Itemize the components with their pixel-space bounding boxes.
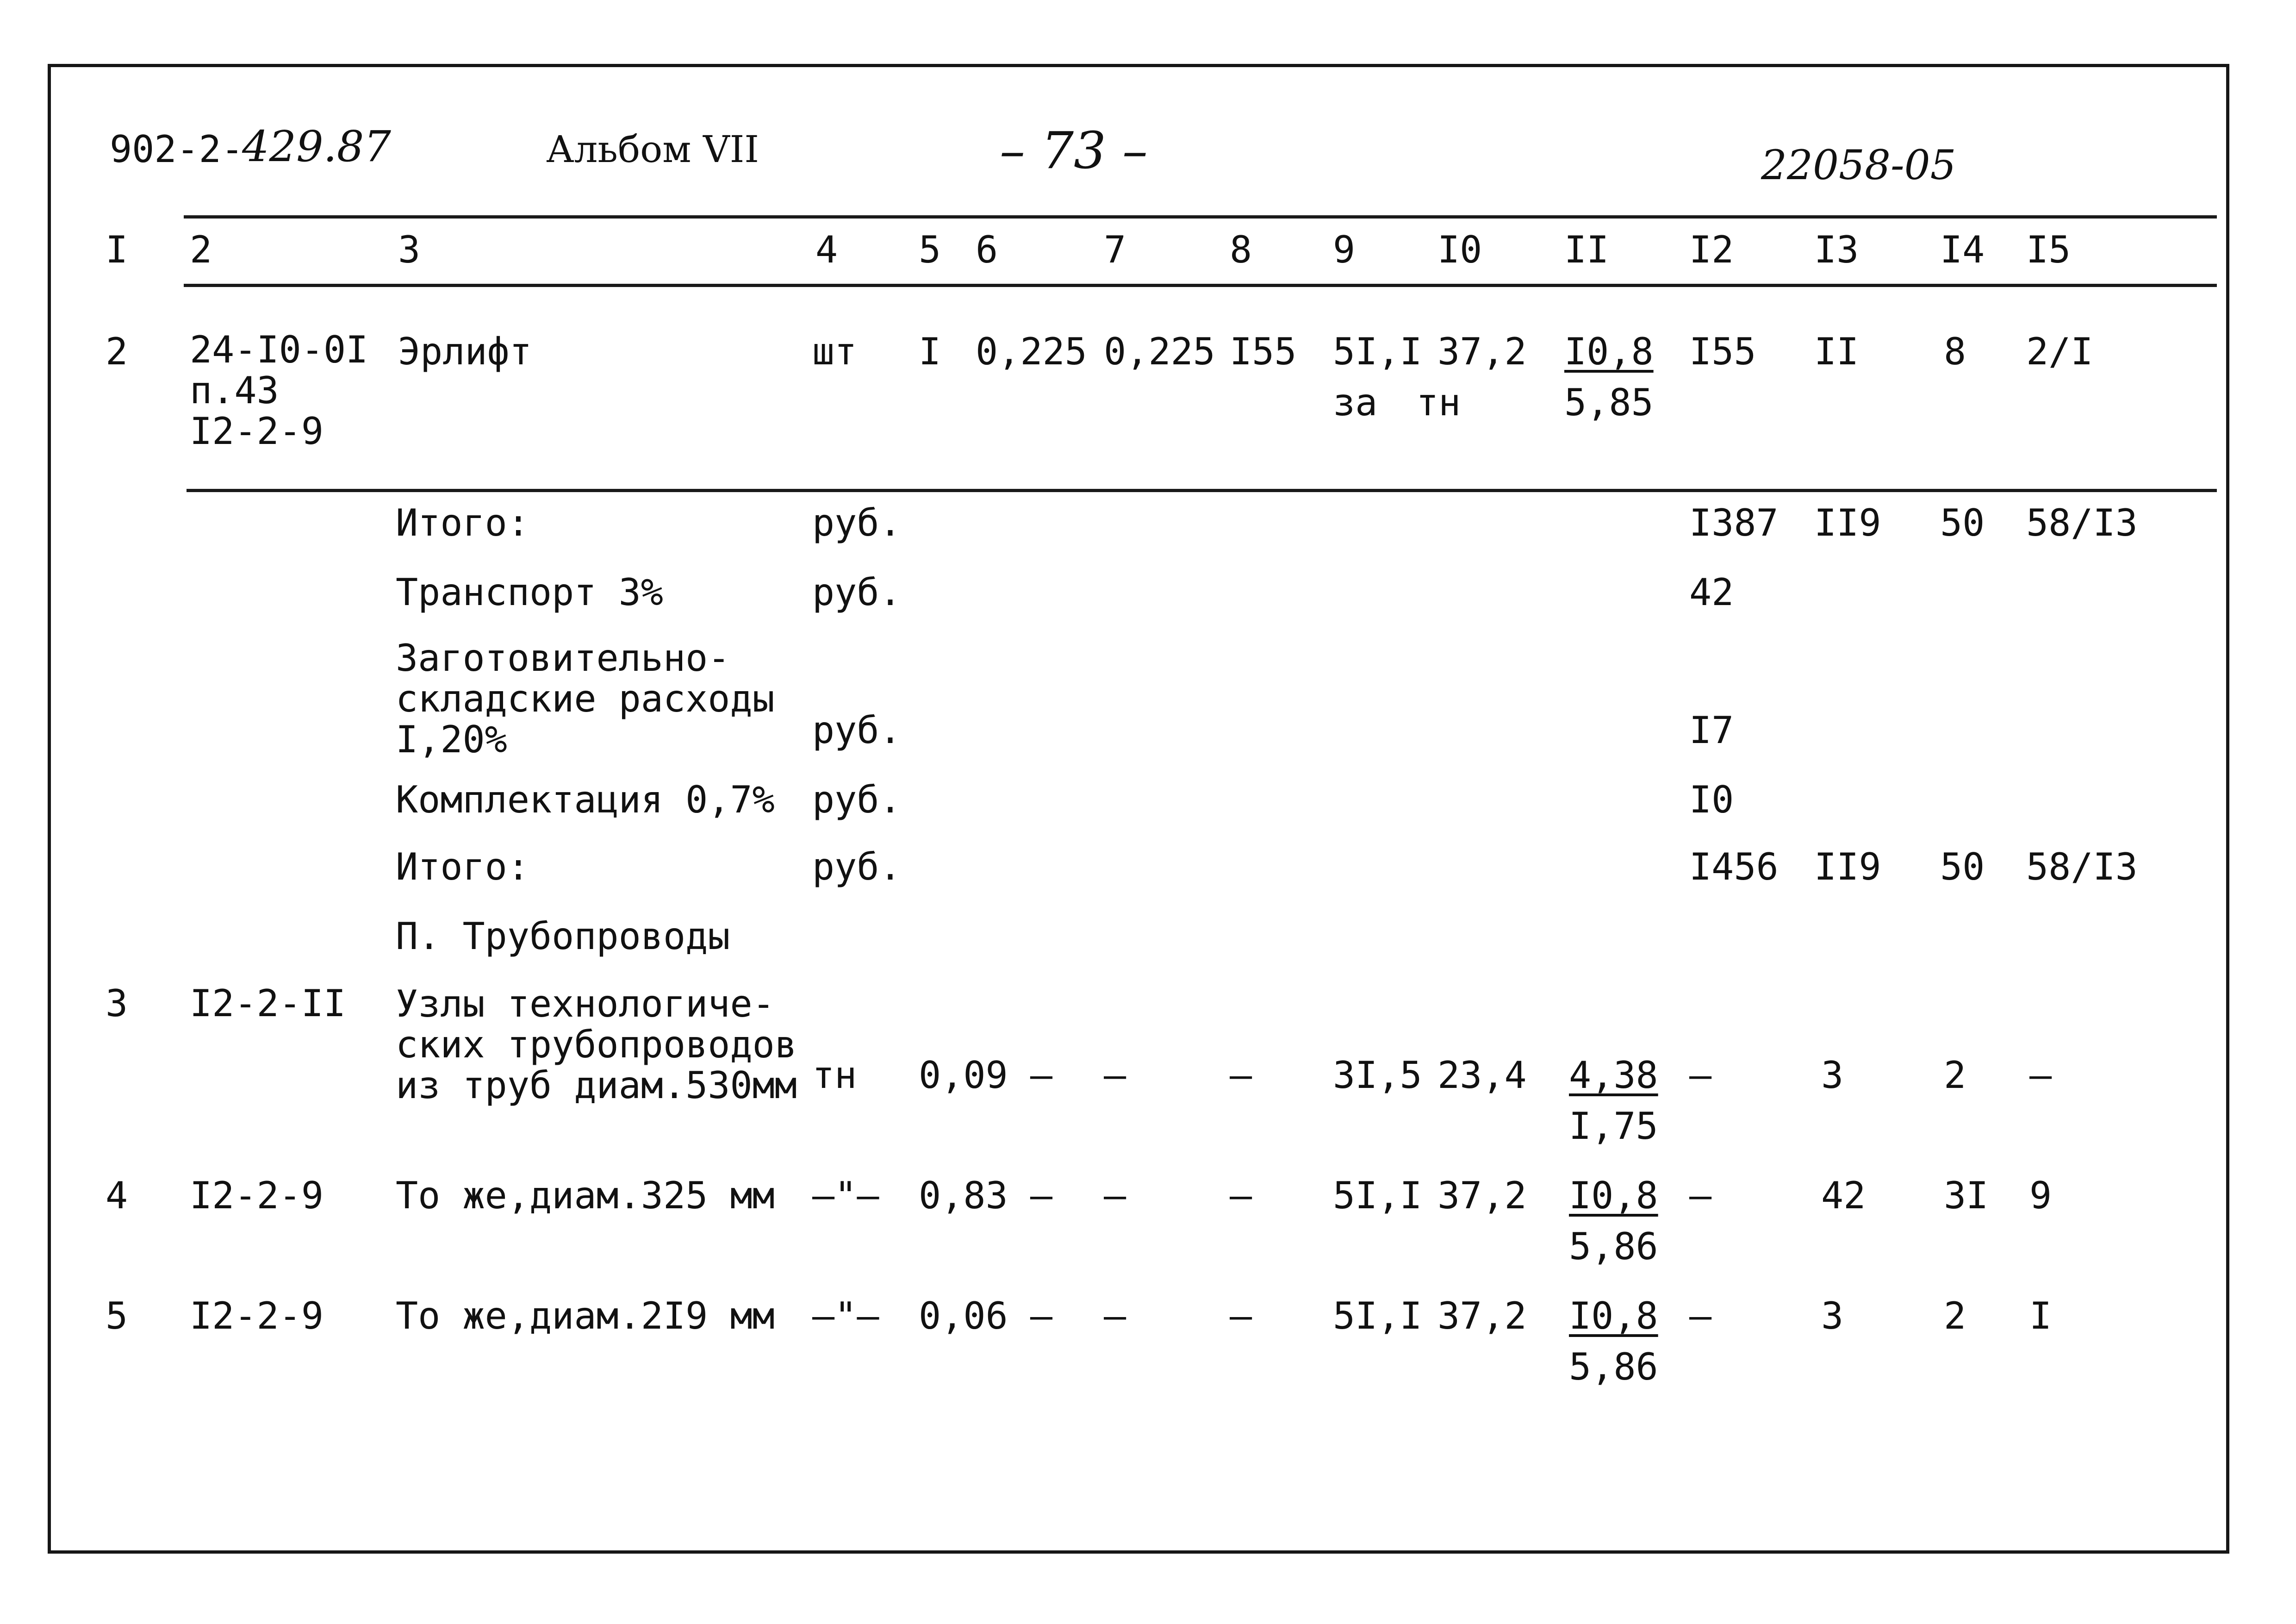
cell: I387: [1689, 501, 1779, 544]
row-name: То же,диам.2I9 мм: [396, 1294, 775, 1337]
column-header: I3: [1814, 228, 1859, 271]
column-header: II: [1564, 228, 1609, 271]
cell: 5I,I: [1333, 1174, 1422, 1217]
cell: 58/I3: [2026, 845, 2138, 888]
column-header: I4: [1940, 228, 1985, 271]
cell: I,75: [1569, 1105, 1658, 1148]
cell: 3I,5: [1333, 1054, 1422, 1097]
cell: I0,8: [1569, 1294, 1658, 1337]
row-code: I2-2-II: [190, 982, 346, 1025]
header-bottom-rule: [184, 284, 2217, 287]
cell: –: [1230, 1174, 1252, 1217]
column-header: 7: [1104, 228, 1126, 271]
cell: –: [1689, 1054, 1712, 1097]
row-number: 4: [106, 1174, 128, 1217]
cell: 42: [1689, 571, 1734, 614]
doc-number-prefix: 902-2-: [110, 128, 243, 171]
row-unit: руб.: [812, 845, 902, 888]
cell: тн: [1416, 381, 1461, 424]
row-name: Узлы технологиче- ских трубопроводов из труб диам.530мм: [396, 982, 797, 1107]
cell: 2: [1944, 1054, 1966, 1097]
cell: –: [1104, 1054, 1126, 1097]
row-name: Комплектация 0,7%: [396, 778, 775, 821]
row-code: I2-2-9: [190, 1174, 324, 1217]
cell: II: [1814, 330, 1859, 373]
column-header: 2: [190, 228, 212, 271]
cell: II9: [1814, 845, 1881, 888]
cell: I456: [1689, 845, 1779, 888]
cell: 37,2: [1437, 330, 1527, 373]
cell: I0,8: [1564, 330, 1654, 373]
cell: 23,4: [1437, 1054, 1527, 1097]
cell: 0,09 –: [919, 1054, 1052, 1097]
row-unit: шт: [812, 330, 857, 373]
row-number: 5: [106, 1294, 128, 1337]
row-unit: руб.: [812, 571, 902, 614]
cell: I: [919, 330, 941, 373]
row-unit: тн: [812, 1054, 857, 1097]
cell: 0,83 –: [919, 1174, 1052, 1217]
cell: 5I,I: [1333, 330, 1422, 373]
cell: 0,225: [1104, 330, 1215, 373]
row-name: То же,диам.325 мм: [396, 1174, 775, 1217]
cell: –: [2029, 1054, 2052, 1097]
column-header: I2: [1689, 228, 1734, 271]
cell: I0: [1689, 778, 1734, 821]
column-header: 8: [1230, 228, 1252, 271]
cell: 37,2: [1437, 1174, 1527, 1217]
cell: I55: [1230, 330, 1297, 373]
cell: 5,85: [1564, 381, 1654, 424]
row-number: 2: [106, 330, 128, 373]
row-name: Итого:: [396, 501, 529, 544]
cell: –: [1230, 1054, 1252, 1097]
cell: за: [1333, 381, 1378, 424]
row-code: 24-I0-0I п.43 I2-2-9: [190, 328, 368, 453]
cell: 37,2: [1437, 1294, 1527, 1337]
album-label: Альбом VII: [546, 128, 759, 171]
cell: 3: [1821, 1294, 1844, 1337]
column-header: 3: [398, 228, 421, 271]
column-header: 4: [815, 228, 838, 271]
cell: 9: [2029, 1174, 2052, 1217]
column-header: I5: [2026, 228, 2071, 271]
cell: 5,86: [1569, 1345, 1658, 1388]
cell: I55: [1689, 330, 1756, 373]
column-header: I0: [1437, 228, 1482, 271]
row-unit: руб.: [812, 778, 902, 821]
column-header: 6: [976, 228, 998, 271]
cell: 8: [1944, 330, 1966, 373]
header-top-rule: [184, 215, 2217, 219]
cell: I7: [1689, 709, 1734, 752]
cell: 5,86: [1569, 1225, 1658, 1268]
cell: 2: [1944, 1294, 1966, 1337]
cell: 3: [1821, 1054, 1844, 1097]
doc-number-handwritten: 429.87: [242, 122, 391, 171]
cell: 58/I3: [2026, 501, 2138, 544]
cell: 50: [1940, 845, 1985, 888]
cell: 0,225: [976, 330, 1087, 373]
cell: –: [1689, 1174, 1712, 1217]
cell: I0,8: [1569, 1174, 1658, 1217]
column-header: 5: [919, 228, 941, 271]
document-code: 22058-05: [1761, 141, 1956, 189]
cell: 2/I: [2026, 330, 2093, 373]
row-name: Итого:: [396, 845, 529, 888]
row-name: Заготовительно- складские расходы I,20%: [396, 637, 775, 761]
row-name: Эрлифт: [398, 330, 532, 373]
cell: I: [2029, 1294, 2052, 1337]
cell: 42: [1821, 1174, 1866, 1217]
page-frame: [48, 64, 2229, 1554]
cell: –: [1230, 1294, 1252, 1337]
column-header: I: [106, 228, 128, 271]
row-unit: –"–: [812, 1294, 879, 1337]
cell: –: [1104, 1174, 1126, 1217]
page-number: – 73 –: [1000, 121, 1148, 180]
cell: –: [1104, 1294, 1126, 1337]
row-number: 3: [106, 982, 128, 1025]
row-unit: –"–: [812, 1174, 879, 1217]
cell: –: [1689, 1294, 1712, 1337]
row-name: Транспорт 3%: [396, 571, 663, 614]
items-divider-rule: [187, 489, 2217, 492]
cell: II9: [1814, 501, 1881, 544]
cell: 5I,I: [1333, 1294, 1422, 1337]
cell: 50: [1940, 501, 1985, 544]
section-heading: П. Трубопроводы: [396, 915, 730, 958]
cell: 3I: [1944, 1174, 1989, 1217]
column-header: 9: [1333, 228, 1356, 271]
row-code: I2-2-9: [190, 1294, 324, 1337]
cell: 0,06 –: [919, 1294, 1052, 1337]
row-unit: руб.: [812, 501, 902, 544]
cell: 4,38: [1569, 1054, 1658, 1097]
row-unit: руб.: [812, 709, 902, 752]
